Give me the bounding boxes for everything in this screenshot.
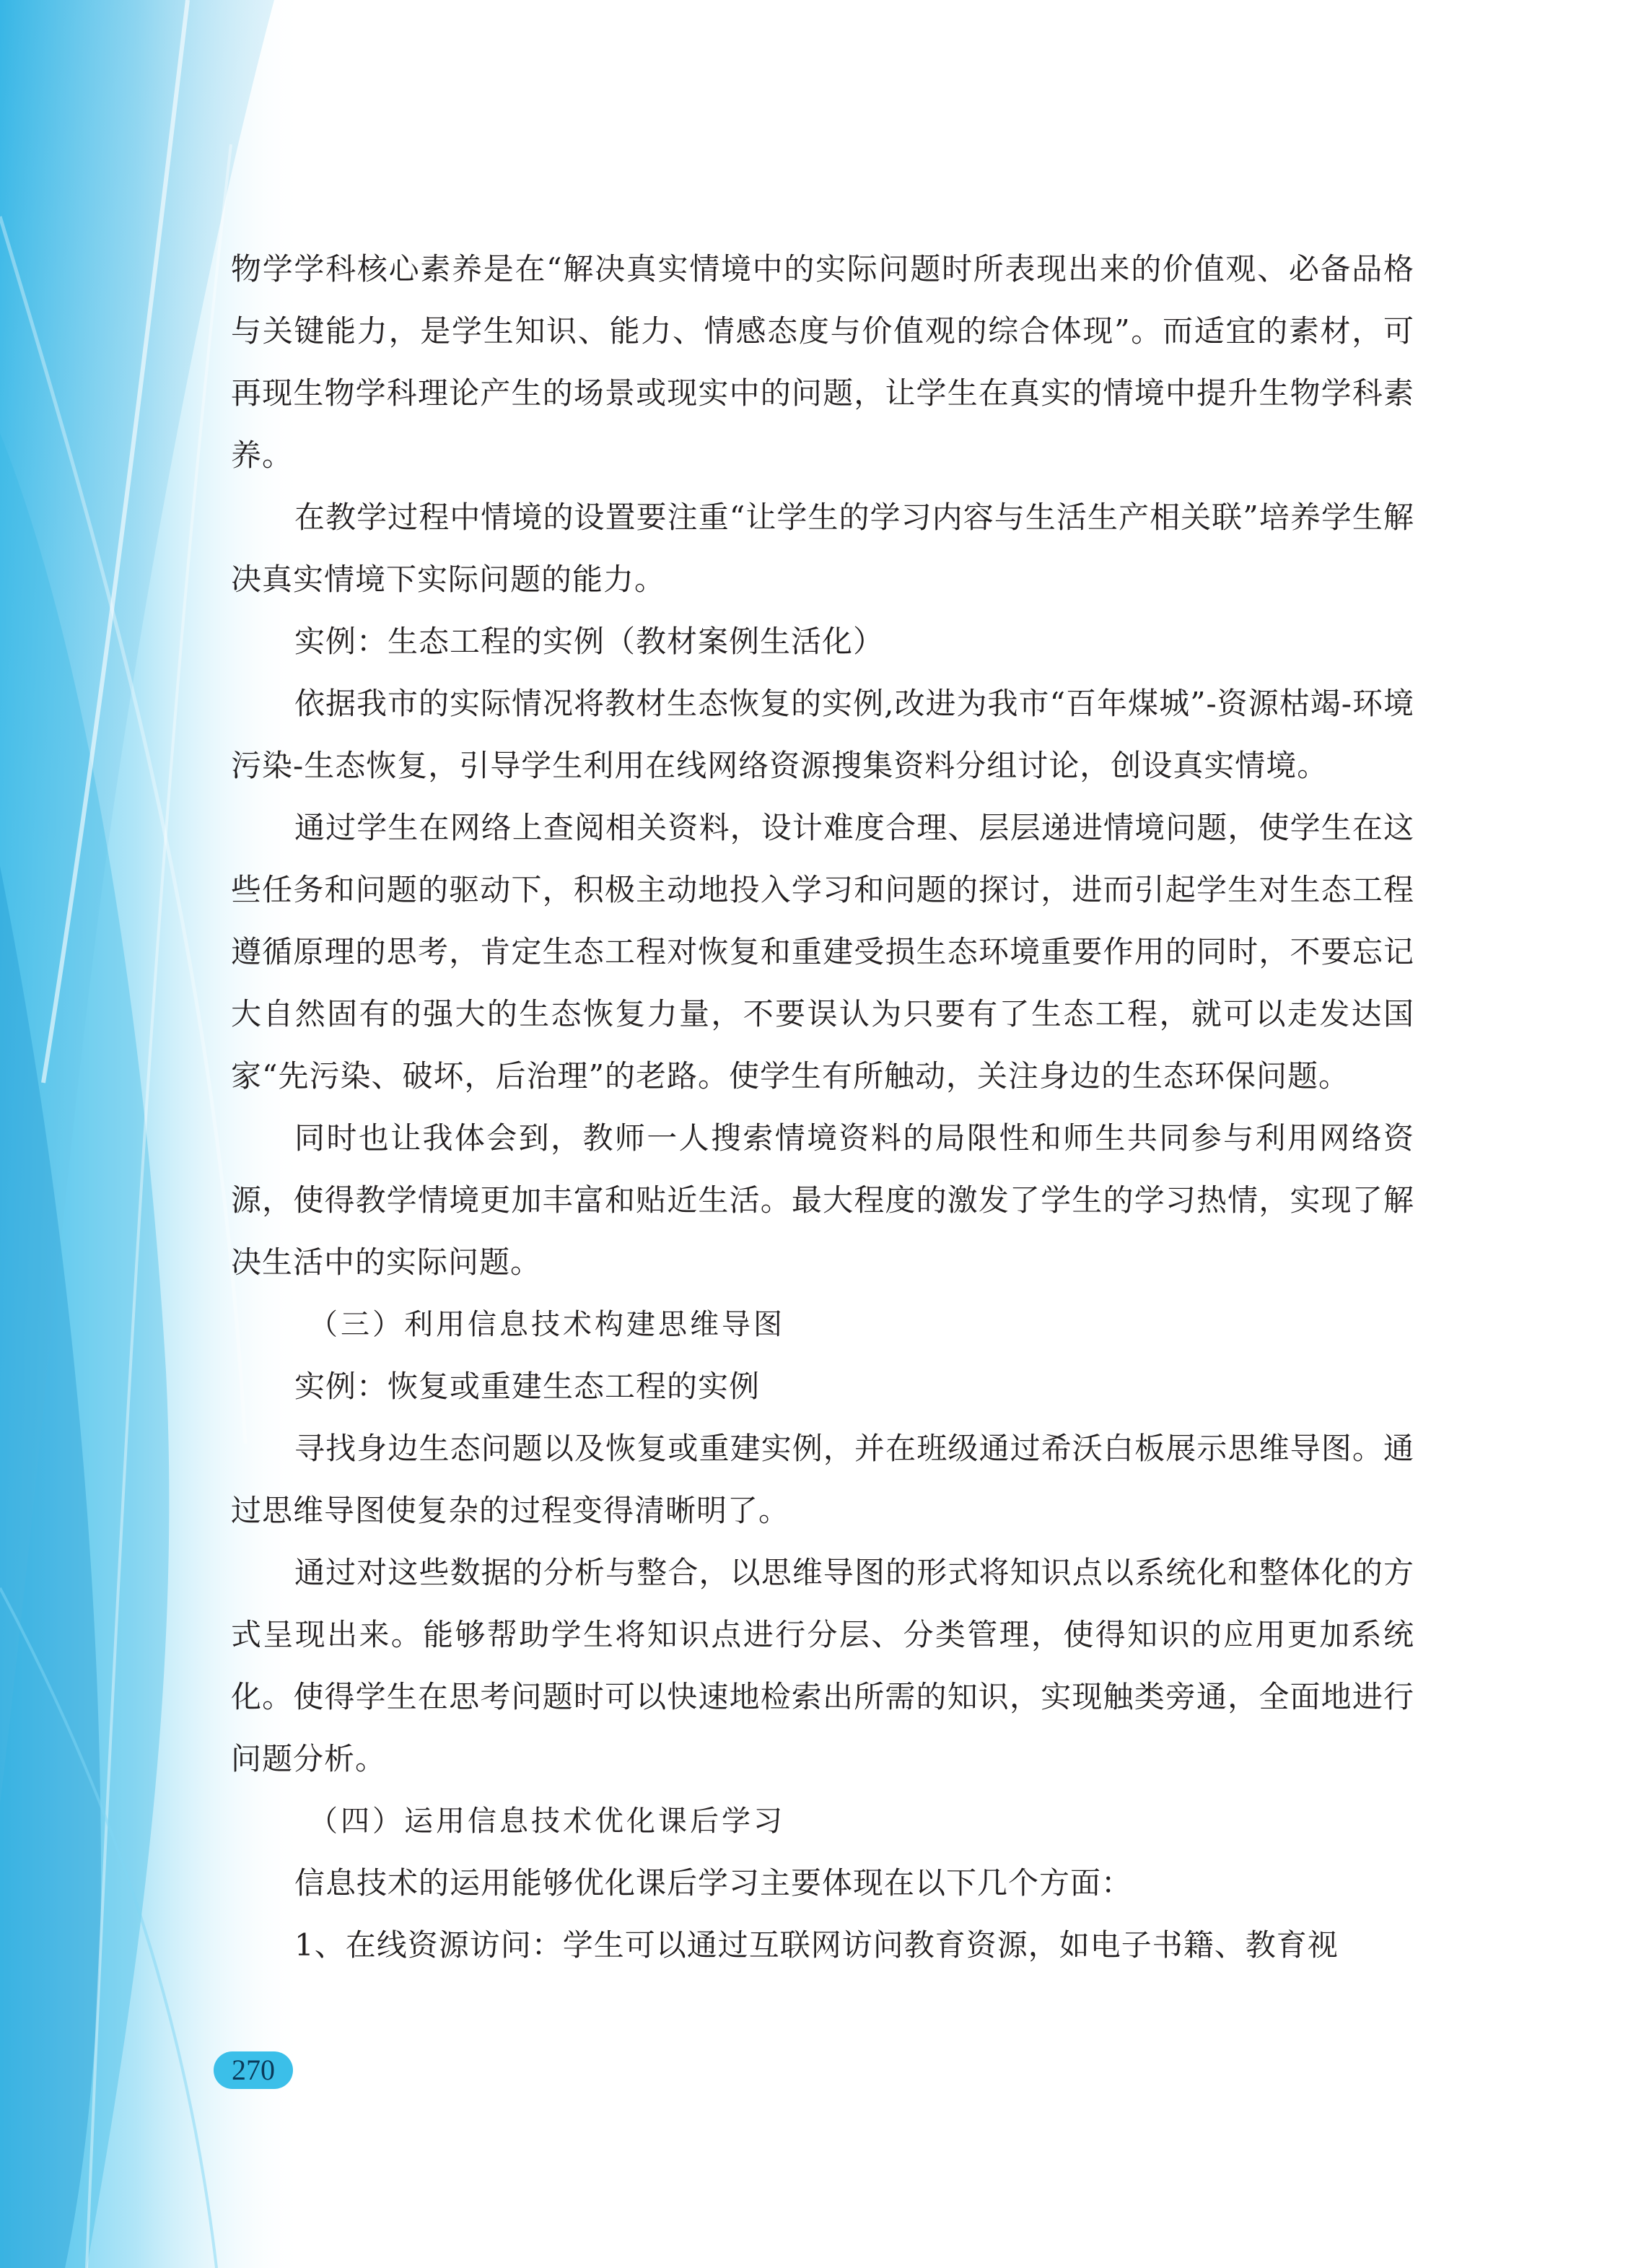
paragraph: 同时也让我体会到，教师一人搜索情境资料的局限性和师生共同参与利用网络资源，使得教学情境更加丰富和贴近生活。最大程度的激发了学生的学习热情，实现了解决生活中的实际问题。 — [231, 1120, 1414, 1280]
example-heading: 实例：恢复或重建生态工程的实例 — [294, 1369, 761, 1404]
paragraph: 通过对这些数据的分析与整合，以思维导图的形式将知识点以系统化和整体化的方式呈现出来。能够帮助学生将知识点进行分层、分类管理，使得知识的应用更加系统化。使得学生在思考问题时可以快速地检索出所需的知识，实现触类旁通，全面地进行问题分析。 — [231, 1555, 1414, 1776]
article-body — [231, 238, 1414, 1976]
paragraph: 信息技术的运用能够优化课后学习主要体现在以下几个方面： — [294, 1865, 1133, 1901]
paragraph: 在教学过程中情境的设置要注重“让学生的学习内容与生活生产相关联”培养学生解决真实情境下实际问题的能力。 — [231, 500, 1414, 597]
paragraph: 寻找身边生态问题以及恢复或重建实例，并在班级通过希沃白板展示思维导图。通过思维导图使复杂的过程变得清晰明了。 — [231, 1431, 1414, 1528]
example-heading: 实例：生态工程的实例（教材案例生活化） — [294, 624, 885, 659]
section-heading: （三）利用信息技术构建思维导图 — [309, 1308, 785, 1341]
section-heading: （四）运用信息技术优化课后学习 — [309, 1805, 785, 1838]
paragraph: 依据我市的实际情况将教材生态恢复的实例,改进为我市“百年煤城”-资源枯竭-环境污染-生态恢复，引导学生利用在线网络资源搜集资料分组讨论，创设真实情境。 — [231, 686, 1414, 783]
paragraph: 1、在线资源访问：学生可以通过互联网访问教育资源，如电子书籍、教育视 — [294, 1927, 1339, 1963]
paragraph: 物学学科核心素养是在“解决真实情境中的实际问题时所表现出来的价值观、必备品格与关键能力，是学生知识、能力、情感态度与价值观的综合体现”。而适宜的素材，可再现生物学科理论产生的场景或现实中的问题，让学生在真实的情境中提升生物学科素养。 — [231, 251, 1414, 473]
page-number-badge: 270 — [214, 2051, 293, 2089]
paragraph: 通过学生在网络上查阅相关资料，设计难度合理、层层递进情境问题，使学生在这些任务和问题的驱动下，积极主动地投入学习和问题的探讨，进而引起学生对生态工程遵循原理的思考，肯定生态工程对恢复和重建受损生态环境重要作用的同时，不要忘记大自然固有的强大的生态恢复力量，不要误认为只要有了生态工程，就可以走发达国家“先污染、破坏，后治理”的老路。使学生有所触动，关注身边的生态环保问题。 — [231, 810, 1414, 1094]
